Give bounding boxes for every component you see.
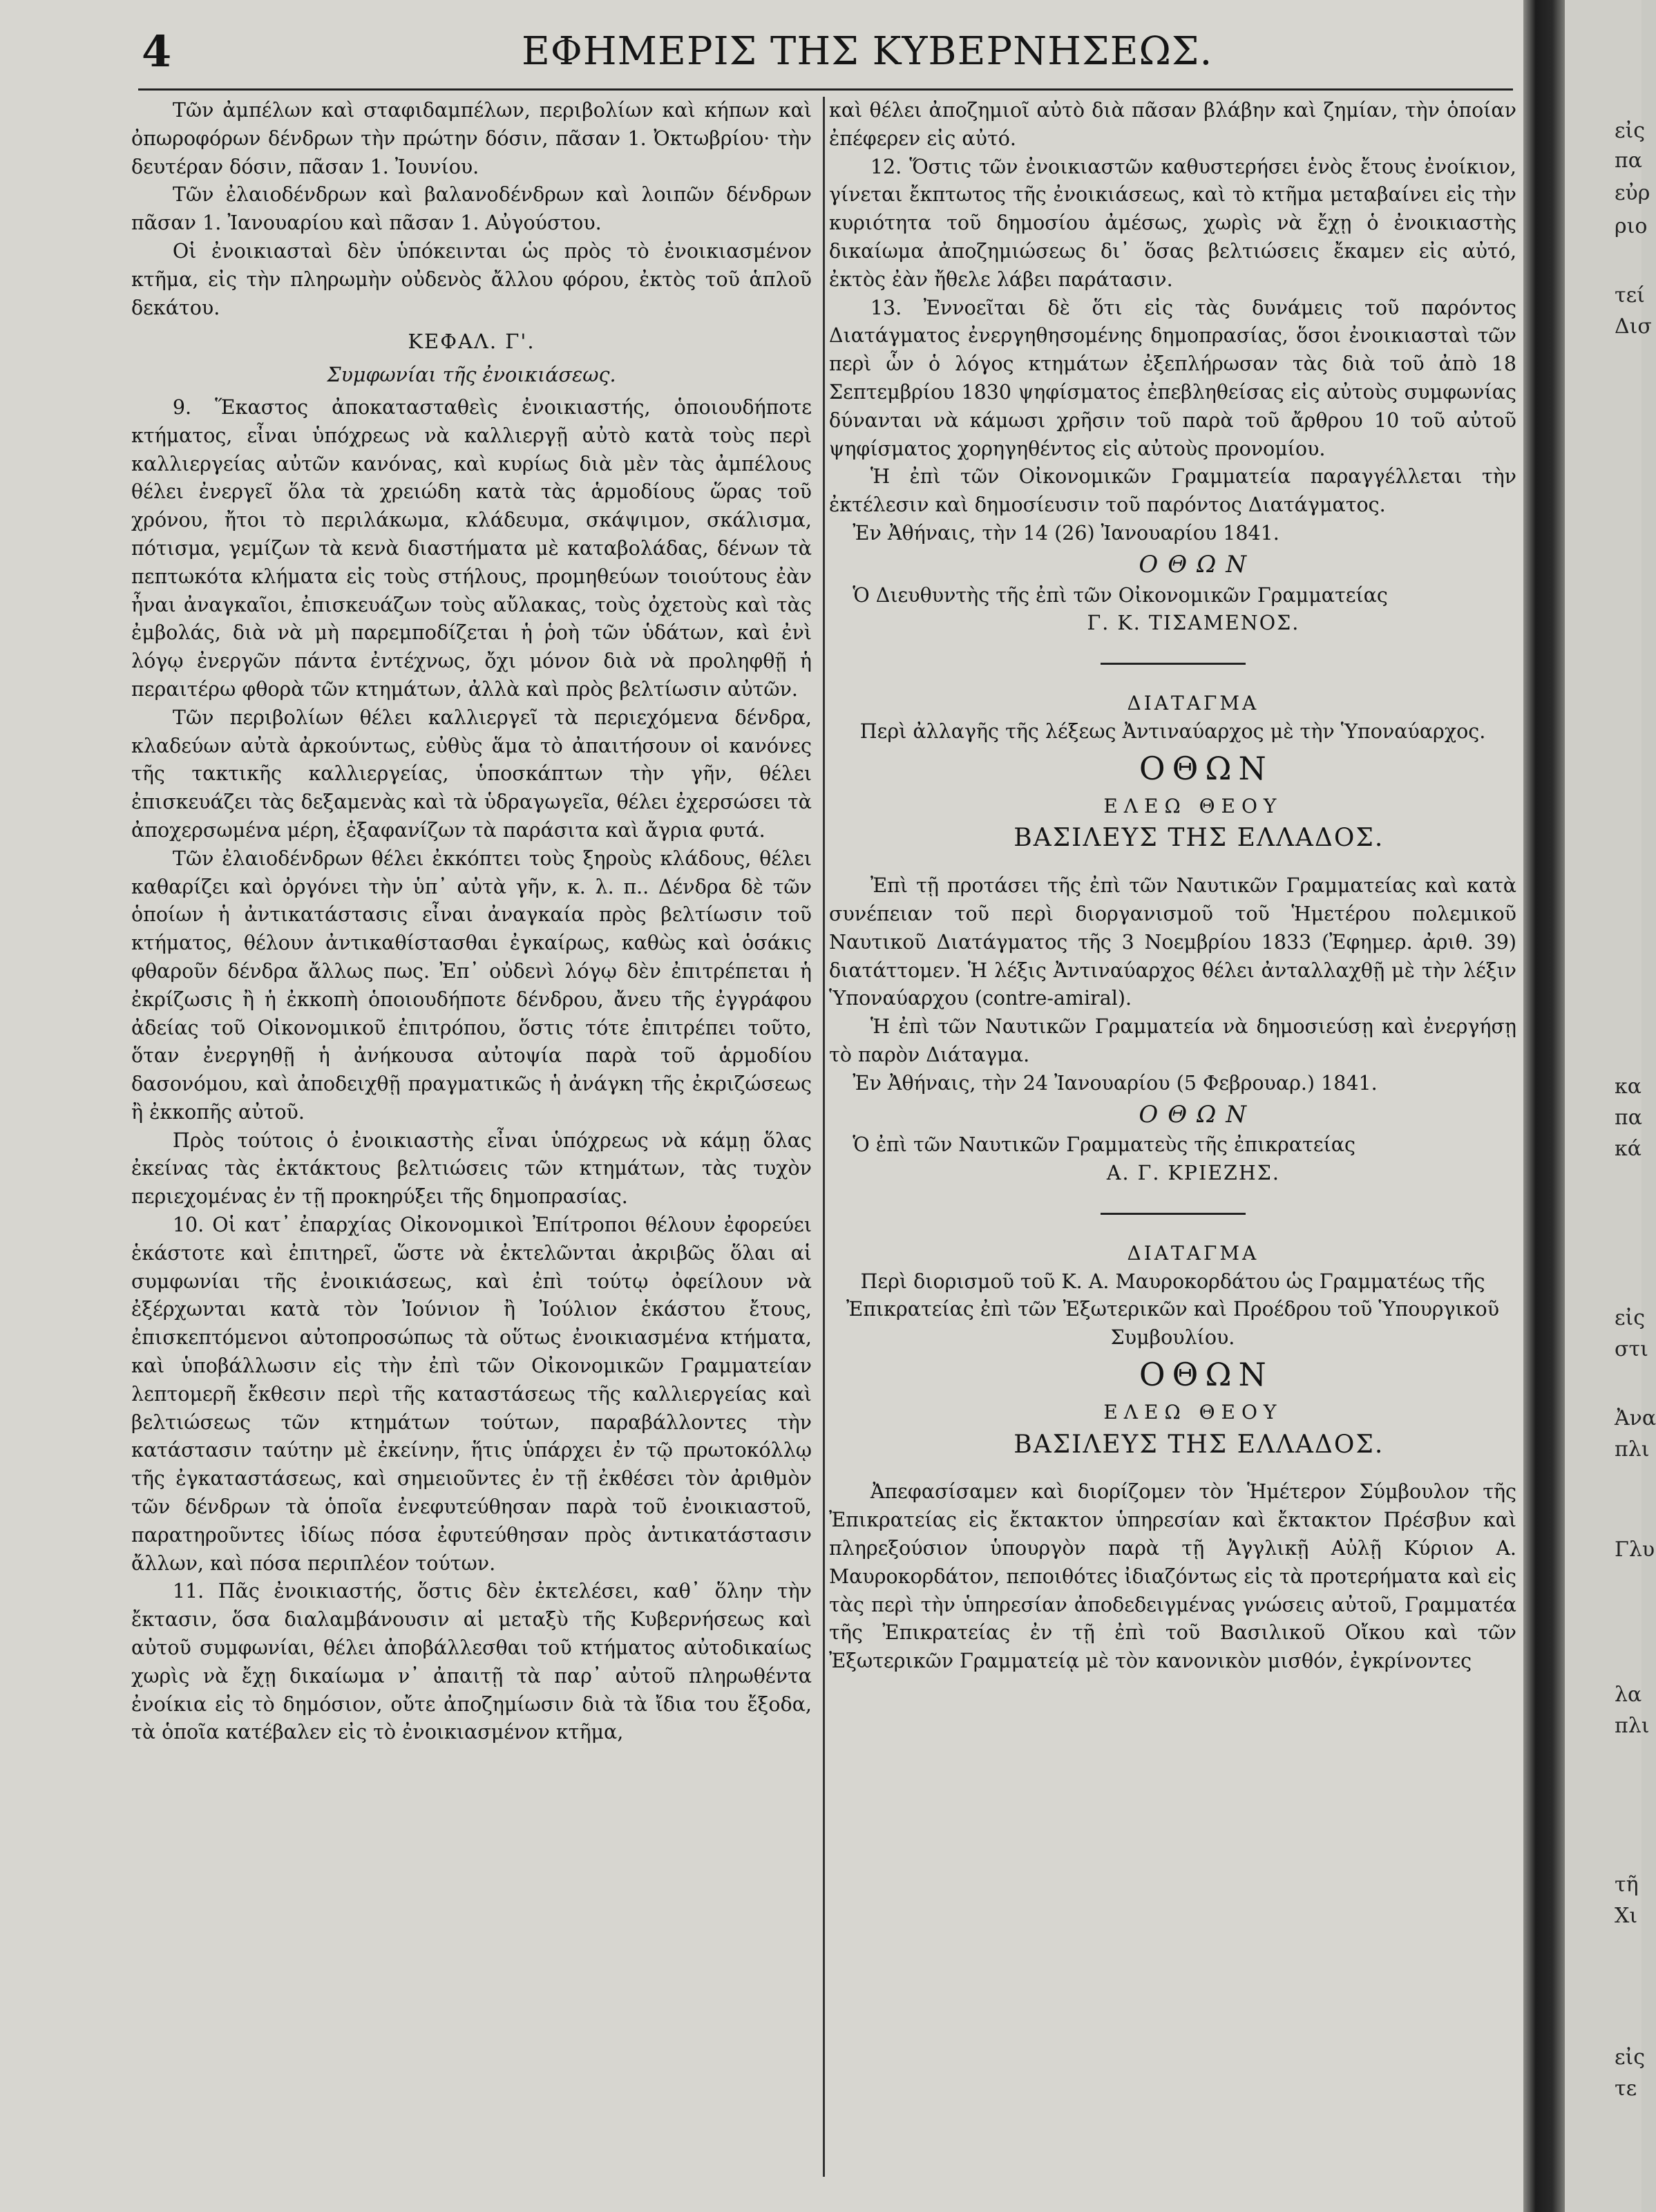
left-column: [131, 97, 812, 1747]
decree-heading-2: ΔΙΑΤΑΓΜΑ: [1127, 1241, 1259, 1265]
chapter-subheading: Συμφωνίαι τῆς ἐνοικιάσεως.: [327, 363, 616, 387]
decree-description-2: Περὶ διορισμοῦ τοῦ Κ. Α. Μαυροκορδάτου ὡς Γραμματέως τῆς Ἐπικρατείας ἐπὶ τῶν Ἐξωτερικῶν καὶ Προέδρου τοῦ Ὑπουργικοῦ Συμβουλίου.: [846, 1269, 1500, 1350]
next-page-fragment: εὐρ: [1615, 181, 1650, 205]
king-name-4: ΟΘΩΝ: [1139, 1356, 1273, 1394]
paragraph-tax-exemption: Οἱ ἐνοικιασταὶ δὲν ὑπόκεινται ὡς πρὸς τὸ ἐνοικιασμένον κτῆμα, εἰς τὴν πληρωμὴν οὐδενὸς ἄλλου φόρου, ἐκτὸς τοῦ ἁπλοῦ δεκάτου.: [131, 239, 812, 319]
next-page-fragment: τῆ: [1615, 1873, 1639, 1897]
next-page-fragment: Δισ: [1615, 314, 1652, 339]
king-signature-1: ΟΘΩΝ: [1139, 550, 1257, 578]
next-page-fragment: Ἀνα: [1615, 1406, 1656, 1430]
book-gutter: [1523, 0, 1565, 2212]
date-line-1: Ἐν Ἀθήναις, τὴν 14 (26) Ἰανουαρίου 1841.: [853, 521, 1279, 545]
king-signature-3: ΟΘΩΝ: [1139, 1100, 1257, 1128]
chapter-heading: ΚΕΦΑΛ. Γ'.: [408, 330, 535, 354]
section-separator-1: [1101, 663, 1246, 665]
article-11-continued: καὶ θέλει ἀποζημιοῖ αὐτὸ διὰ πᾶσαν βλάβην καὶ ζημίαν, τὴν ὁποίαν ἐπέφερεν εἰς αὐτό.: [829, 99, 1516, 150]
signatory-name-1: Γ. Κ. ΤΙΣΑΜΕΝΟΣ.: [1087, 612, 1300, 635]
article-11: 11. Πᾶς ἐνοικιαστής, ὅστις δὲν ἐκτελέσει, καθ᾿ ὅλην τὴν ἔκτασιν, ὅσα διαλαμβάνουσιν αἱ μεταξὺ τῆς Κυβερνήσεως καὶ αὐτοῦ συμφωνίαι, θέλει ἀποβάλλεσθαι τοῦ κτήματος αὐτοδικαίως χωρὶς νὰ ἔχῃ δικαίωμα ν᾿ ἀπαιτῇ τὰ παρ᾿ αὐτοῦ πληρωθέντα ἐνοίκια εἰς τὸ δημόσιον, οὔτε ἀποζημίωσιν διὰ τὰ ἴδια του ἔξοδα, τὰ ὁποῖα κατέβαλεν εἰς τὸ ἐνοικιασμένον κτῆμα,: [131, 1580, 812, 1744]
next-page-fragment: εἰς: [1615, 2045, 1646, 2070]
next-page-fragment: ριο: [1615, 214, 1648, 238]
article-9-improvements: Πρὸς τούτοις ὁ ἐνοικιαστὴς εἶναι ὑπόχρεως νὰ κάμῃ ὅλας ἐκείνας τὰς ἐκτάκτους βελτιώσεις τῶν κτημάτων, τὰς τυχὸν περιεχομένας ἐν τῇ προκηρύξει τῆς δημοπρασίας.: [131, 1128, 812, 1209]
next-page-fragment: λα: [1615, 1683, 1642, 1707]
next-page-fragment: πλι: [1615, 1714, 1650, 1738]
next-page-fragment: τε: [1615, 2077, 1637, 2101]
decree-execution-1: Ἡ ἐπὶ τῶν Ναυτικῶν Γραμματεία νὰ δημοσιεύσῃ καὶ ἐνεργήσῃ τὸ παρὸν Διάταγμα.: [829, 1015, 1516, 1066]
next-page-fragment: εἰς: [1615, 119, 1646, 143]
article-9-olives: Τῶν ἐλαιοδένδρων θέλει ἐκκόπτει τοὺς ξηροὺς κλάδους, θέλει καθαρίζει καὶ ὀργόνει τὴν ὑπ᾿ αὐτὰ γῆν, κ. λ. π.. Δένδρα δὲ τῶν ὁποίων ἡ ἀντικατάστασις εἶναι ἀναγκαία πρὸς βελτίωσιν τοῦ κτήματος, θέλουν ἀντικαθίστασθαι ἐγκαίρως, καθὼς καὶ ὁσάκις φθαροῦν δένδρα ἄλλως πως. Ἐπ᾿ οὐδενὶ λόγῳ δὲν ἐπιτρέπεται ἡ ἐκρίζωσις ἢ ἡ ἐκκοπὴ ὁποιουδήποτε δένδρου, ἄνευ τῆς ἐγγράφου ἀδείας τοῦ Οἰκονομικοῦ ἐπιτρόπου, ὅστις τότε ἐπιτρέπει τοῦτο, ὅταν ἐνεργηθῇ ἡ ἀνήκουσα αὐτοψία παρὰ τοῦ ἁρμοδίου δασονόμου, καὶ ἀποδειχθῇ πραγματικῶς ἡ ἀνάγκη τῆς ἐκριζώσεως ἢ ἐκκοπῆς αὐτοῦ.: [131, 847, 812, 1124]
article-9-gardens: Τῶν περιβολίων θέλει καλλιεργεῖ τὰ περιεχόμενα δένδρα, κλαδεύων αὐτὰ ἀρκούντως, εὐθὺς ἅμα τὸ ἀπαιτήσουν οἱ κανόνες τῆς τακτικῆς καλλιεργείας, ὑποσκάπτων τὴν γῆν, θέλει ἐπισκευάζει τὰς δεξαμενὰς καὶ τὰ ὑδραγωγεῖα, θέλει ἐχερσώσει τὰ ἀποχερσωμένα μέρη, ἐξαφανίζων τὰ παράσιτα καὶ ἄγρια φυτά.: [131, 706, 812, 842]
article-9: 9. Ἕκαστος ἀποκατασταθεὶς ἐνοικιαστής, ὁποιουδήποτε κτήματος, εἶναι ὑπόχρεως νὰ καλλιεργῇ αὐτὸ κατὰ τοὺς περὶ καλλιεργείας αὐτῶν κανόνας, καὶ κυρίως διὰ μὲν τὰς ἀμπέλους θέλει ἐνεργεῖ ὅλα τὰ χρειώδη κατὰ τὰς ἁρμοδίους ὥρας τοῦ χρόνου, ἤτοι τὸ περιλάκωμα, κλάδευμα, σκάψιμον, σκάλισμα, πότισμα, γεμίζων τὰ κενὰ διαστήματα μὲ καταβολάδας, δένων τὰ πεπτωκότα κλήματα εἰς τοὺς στήλους, προμηθεύων τοιούτους ἐὰν ἦναι ἀναγκαῖοι, ἐπισκευάζων τοὺς αὔλακας, τοὺς ὀχετοὺς καὶ τὰς ἐμβολάς, διὰ νὰ μὴ παρεμποδίζεται ἡ ῥοὴ τῶν ὑδάτων, καὶ ἐνὶ λόγῳ ἐνεργῶν πάντα ἐντέχνως, ὄχι μόνον διὰ νὰ προληφθῇ ἡ περαιτέρω φθορὰ τῶν κτημάτων, ἀλλὰ καὶ πρὸς βελτίωσιν αὐτῶν.: [131, 395, 812, 701]
decree-body-1: Ἐπὶ τῇ προτάσει τῆς ἐπὶ τῶν Ναυτικῶν Γραμματείας καὶ κατὰ συνέπειαν τοῦ περὶ διοργανισμοῦ τοῦ Ἡμετέρου πολεμικοῦ Ναυτικοῦ Διατάγματος τῆς 3 Νοεμβρίου 1833 (Ἐφημερ. ἀριθ. 39) διατάττομεν. Ἡ λέξις Ἀντιναύαρχος θέλει ἀνταλλαχθῇ μὲ τὴν λέξιν Ὑποναύαρχου (contre-amiral).: [829, 874, 1516, 1010]
right-column: [829, 97, 1516, 1676]
next-page-fragment: στι: [1615, 1337, 1648, 1361]
signatory-name-2: Α. Γ. ΚΡΙΕΖΗΣ.: [1106, 1162, 1280, 1185]
grace-of-god-4: ΕΛΕΩ ΘΕΟΥ: [1103, 1400, 1283, 1424]
next-page-edge: [1565, 0, 1656, 2212]
next-page-fragment: κα: [1615, 1075, 1642, 1099]
grace-of-god-2: ΕΛΕΩ ΘΕΟΥ: [1103, 794, 1283, 817]
paragraph-vineyards: Τῶν ἀμπέλων καὶ σταφιδαμπέλων, περιβολίων καὶ κήπων καὶ ὀπωροφόρων δένδρων τὴν πρώτην δόσιν, πᾶσαν 1. Ὀκτωβρίου· τὴν δευτέραν δόσιν, πᾶσαν 1. Ἰουνίου.: [131, 99, 812, 178]
date-line-2: Ἐν Ἀθήναις, τὴν 24 Ἰανουαρίου (5 Φεβρουαρ.) 1841.: [853, 1071, 1378, 1095]
decree-description-1: Περὶ ἀλλαγῆς τῆς λέξεως Ἀντιναύαρχος μὲ τὴν Ὑποναύαρχος.: [859, 719, 1486, 743]
page-number: 4: [142, 26, 172, 77]
column-divider: [823, 97, 825, 2177]
next-page-fragment: τεί: [1615, 283, 1645, 308]
article-10: 10. Οἱ κατ᾿ ἐπαρχίας Οἰκονομικοὶ Ἐπίτροποι θέλουν ἐφορεύει ἑκάστοτε καὶ ἐπιτηρεῖ, ὥστε νὰ ἐκτελῶνται ἀκριβῶς ὅλαι αἱ συμφωνίαι τῆς ἐνοικιάσεως, καὶ ἐπὶ τούτῳ ὀφείλουν νὰ ἐξέρχωνται κατὰ τὸν Ἰούνιον ἢ Ἰούλιον ἑκάστου ἔτους, ἐπισκεπτόμενοι αὐτοπροσώπως τὰ οὕτως ἐνοικιασμένα κτήματα, καὶ ὑποβάλλωσιν εἰς τὴν ἐπὶ τῶν Οἰκονομικῶν Γραμματείαν λεπτομερῆ ἔκθεσιν περὶ τῆς καταστάσεως τῆς καλλιεργείας καὶ βελτιώσεως τῶν κτημάτων τούτων, παραβάλλοντες τὴν κατάστασιν ταύτην μὲ ἐκείνην, ἥτις ὑπάρχει ἐν τῷ πρωτοκόλλῳ τῆς ἐγκαταστάσεως, καὶ σημειοῦντες ἐν τῇ ἐκθέσει τὸν ἀριθμὸν τῶν δένδρων τὰ ὁποῖα ἐνεφυτεύθησαν παρὰ τοῦ ἐνοικιαστοῦ, παρατηροῦντες ἰδίως πόσα ἐφυτεύθησαν πρὸς ἀντικατάστασιν ἄλλων, καὶ πόσα περιπλέον τούτων.: [131, 1213, 812, 1575]
signatory-title-2: Ὁ ἐπὶ τῶν Ναυτικῶν Γραμματεὺς τῆς ἐπικρατείας: [853, 1133, 1356, 1157]
execution-clause-1: Ἡ ἐπὶ τῶν Οἰκονομικῶν Γραμματεία παραγγέλλεται τὴν ἐκτέλεσιν καὶ δημοσίευσιν τοῦ παρόντος Διατάγματος.: [829, 465, 1516, 517]
king-title-4: ΒΑΣΙΛΕΥΣ ΤΗΣ ΕΛΛΑΔΟΣ.: [1013, 1430, 1384, 1459]
newspaper-title: ΕΦΗΜΕΡΙΣ ΤΗΣ ΚΥΒΕΡΝΗΣΕΩΣ.: [522, 29, 1213, 74]
article-13: 13. Ἐννοεῖται δὲ ὅτι εἰς τὰς δυνάμεις τοῦ παρόντος Διατάγματος ἐνεργηθησομένης δημοπρασίας, ὅσοι ἐνοικιασταὶ τῶν περὶ ὧν ὁ λόγος κτημάτων ἐξεπλήρωσαν τὰς διὰ τοῦ ἀπὸ 18 Σεπτεμβρίου 1830 ψηφίσματος ἐπεβληθείσας εἰς αὐτοὺς συμφωνίας δύνανται νὰ κάμωσι χρῆσιν τοῦ παρὰ τοῦ ἄρθρου 10 τοῦ αὐτοῦ ψηφίσματος χορηγηθέντος εἰς αὐτοὺς προνομίου.: [829, 296, 1516, 460]
next-page-fragment: Γλυ: [1615, 1538, 1655, 1562]
next-page-fragment: Χι: [1615, 1904, 1638, 1928]
king-title-2: ΒΑΣΙΛΕΥΣ ΤΗΣ ΕΛΛΑΔΟΣ.: [1013, 824, 1384, 853]
next-page-fragment: πα: [1615, 1106, 1642, 1130]
decree-heading-1: ΔΙΑΤΑΓΜΑ: [1127, 692, 1259, 715]
section-separator-2: [1101, 1213, 1246, 1215]
next-page-fragment: πα: [1615, 149, 1642, 173]
decree-body-2: Ἀπεφασίσαμεν καὶ διορίζομεν τὸν Ἡμέτερον Σύμβουλον τῆς Ἐπικρατείας εἰς ἔκτακτον ὑπηρεσίαν καὶ ἔκτακτον Πρέσβυν καὶ πληρεξούσιον ὑπουργὸν παρὰ τῇ Ἀγγλικῇ Αὐλῇ Κύριον Α. Μαυροκορδάτον, πεποιθότες ἰδιαζόντως εἰς τὰ προτερήματα καὶ εἰς τὰς περὶ τὴν ὑπηρεσίαν ἀποδεδειγμένας γνώσεις αὐτοῦ, Γραμματέα τῆς Ἐπικρατείας ἐν τῇ ἐπὶ τοῦ Βασιλικοῦ Οἴκου καὶ τῶν Ἐξωτερικῶν Γραμματείᾳ μὲ τὸν κανονικὸν μισθόν, ἐγκρίνοντες: [829, 1480, 1516, 1673]
next-page-fragment: κά: [1615, 1137, 1642, 1161]
header-rule: [138, 88, 1513, 91]
next-page-fragment: πλι: [1615, 1437, 1650, 1462]
king-name-2: ΟΘΩΝ: [1139, 749, 1273, 787]
next-page-fragment: εἰς: [1615, 1306, 1646, 1330]
signatory-title-1: Ὁ Διευθυντὴς τῆς ἐπὶ τῶν Οἰκονομικῶν Γραμματείας: [853, 583, 1388, 607]
paragraph-olive-trees: Τῶν ἐλαιοδένδρων καὶ βαλανοδένδρων καὶ λοιπῶν δένδρων πᾶσαν 1. Ἰανουαρίου καὶ πᾶσαν 1. Αὐγούστου.: [131, 183, 812, 235]
article-12: 12. Ὅστις τῶν ἐνοικιαστῶν καθυστερήσει ἑνὸς ἔτους ἐνοίκιον, γίνεται ἔκπτωτος τῆς ἐνοικιάσεως, καὶ τὸ κτῆμα μεταβαίνει εἰς τὴν κυριότητα τοῦ δημοσίου ἀμέσως, χωρὶς νὰ ἔχῃ ὁ ἐνοικιαστὴς δικαίωμα ἀποζημιώσεως δι᾿ ὅσας βελτιώσεις ἔκαμεν εἰς αὐτό, ἐκτὸς ἐὰν ἤθελε λάβει παράτασιν.: [829, 155, 1516, 291]
